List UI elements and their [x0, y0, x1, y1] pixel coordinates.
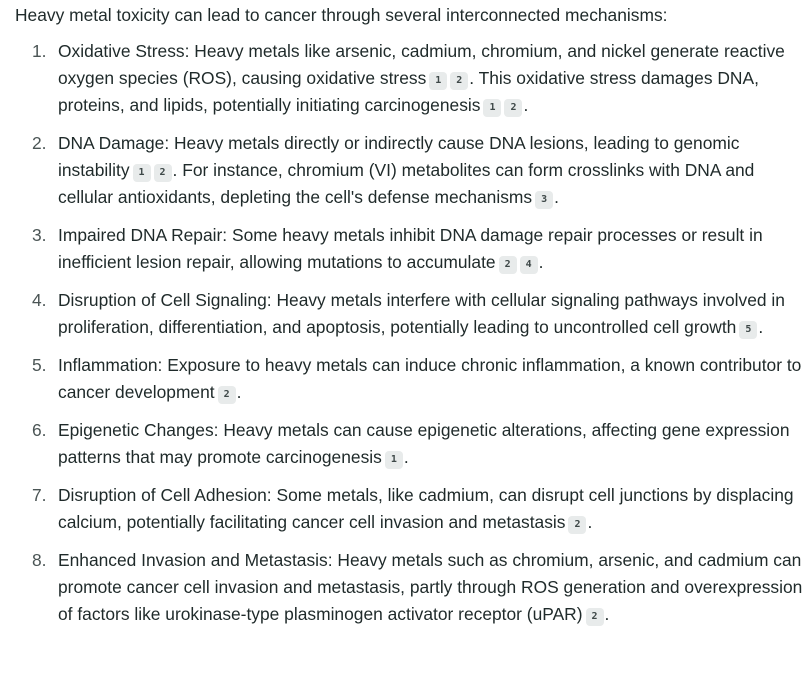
citation-badge[interactable]: 2: [450, 72, 468, 90]
list-item-text: . For instance, chromium (VI) metabolites can form crosslinks with DNA and cellular antioxidants, depleting the cell's defense mechanisms: [58, 160, 755, 207]
list-item-text: Epigenetic Changes: Heavy metals can cause epigenetic alterations, affecting gene expression patterns that may promote carcinogenesis: [58, 420, 790, 467]
citation-badge[interactable]: 2: [154, 164, 172, 182]
list-item-text: .: [554, 187, 559, 207]
list-item-text: Impaired DNA Repair: Some heavy metals inhibit DNA damage repair processes or result in inefficient lesion repair, allowing mutations to accumulate: [58, 225, 763, 272]
list-item: [15, 417, 806, 471]
citation-badge[interactable]: 3: [535, 191, 553, 209]
citation-badge[interactable]: 2: [586, 608, 604, 626]
list-item-text: .: [403, 447, 409, 467]
citation-badge[interactable]: 1: [483, 99, 501, 117]
list-item-text: .: [587, 512, 593, 532]
list-item: [15, 222, 806, 276]
citation-badge[interactable]: 5: [739, 321, 757, 339]
citation-badge[interactable]: 1: [429, 72, 447, 90]
list-item: [15, 38, 806, 119]
list-item-text: .: [523, 95, 529, 115]
list-item-text: Disruption of Cell Adhesion: Some metals, like cadmium, can disrupt cell junctions by displacing calcium, potentially facilitating cancer cell invasion and metastasis: [58, 485, 794, 532]
citation-badge[interactable]: 4: [520, 256, 538, 274]
list-item-text: .: [236, 382, 242, 402]
list-item-number: 7.: [32, 485, 47, 505]
citation-badge[interactable]: 1: [133, 164, 151, 182]
mechanism-list: [15, 38, 806, 628]
list-item-text: .: [604, 604, 610, 624]
list-item: [15, 130, 806, 211]
citation-badge[interactable]: 2: [499, 256, 517, 274]
list-item-text: . This oxidative stress damages DNA, proteins, and lipids, potentially initiating carcinogenesis: [58, 68, 759, 115]
citation-badge[interactable]: 1: [385, 451, 403, 469]
list-item-text: .: [538, 252, 544, 272]
list-item: [15, 287, 806, 341]
list-item-number: 6.: [32, 420, 47, 440]
list-item-number: 2.: [32, 133, 47, 153]
list-item: [15, 547, 806, 628]
list-item-number: 8.: [32, 550, 47, 570]
intro-paragraph: Heavy metal toxicity can lead to cancer through several interconnected mechanisms:: [15, 5, 668, 25]
list-item-text: Enhanced Invasion and Metastasis: Heavy metals such as chromium, arsenic, and cadmium can promote cancer cell invasion and metastasis, partly through ROS generation and overexpression of factors like urokinase-type plasminogen activator receptor (uPAR): [58, 550, 803, 624]
list-item-text: Disruption of Cell Signaling: Heavy metals interfere with cellular signaling pathways involved in proliferation, differentiation, and apoptosis, potentially leading to uncontrolled cell growth: [58, 290, 785, 337]
list-item-number: 3.: [32, 225, 47, 245]
list-item: [15, 482, 806, 536]
list-item-number: 5.: [32, 355, 47, 375]
citation-badge[interactable]: 2: [504, 99, 522, 117]
list-item-text: Oxidative Stress: Heavy metals like arsenic, cadmium, chromium, and nickel generate reactive oxygen species (ROS), causing oxidative stress: [58, 41, 785, 88]
list-item-text: Inflammation: Exposure to heavy metals can induce chronic inflammation, a known contributor to cancer development: [58, 355, 802, 402]
citation-badge[interactable]: 2: [218, 386, 236, 404]
list-item: [15, 352, 806, 406]
list-item-number: 1.: [32, 41, 47, 61]
citation-badge[interactable]: 2: [568, 516, 586, 534]
list-item-text: DNA Damage: Heavy metals directly or indirectly cause DNA lesions, leading to genomic instability: [58, 133, 740, 180]
list-item-text: .: [758, 317, 764, 337]
list-item-number: 4.: [32, 290, 47, 310]
